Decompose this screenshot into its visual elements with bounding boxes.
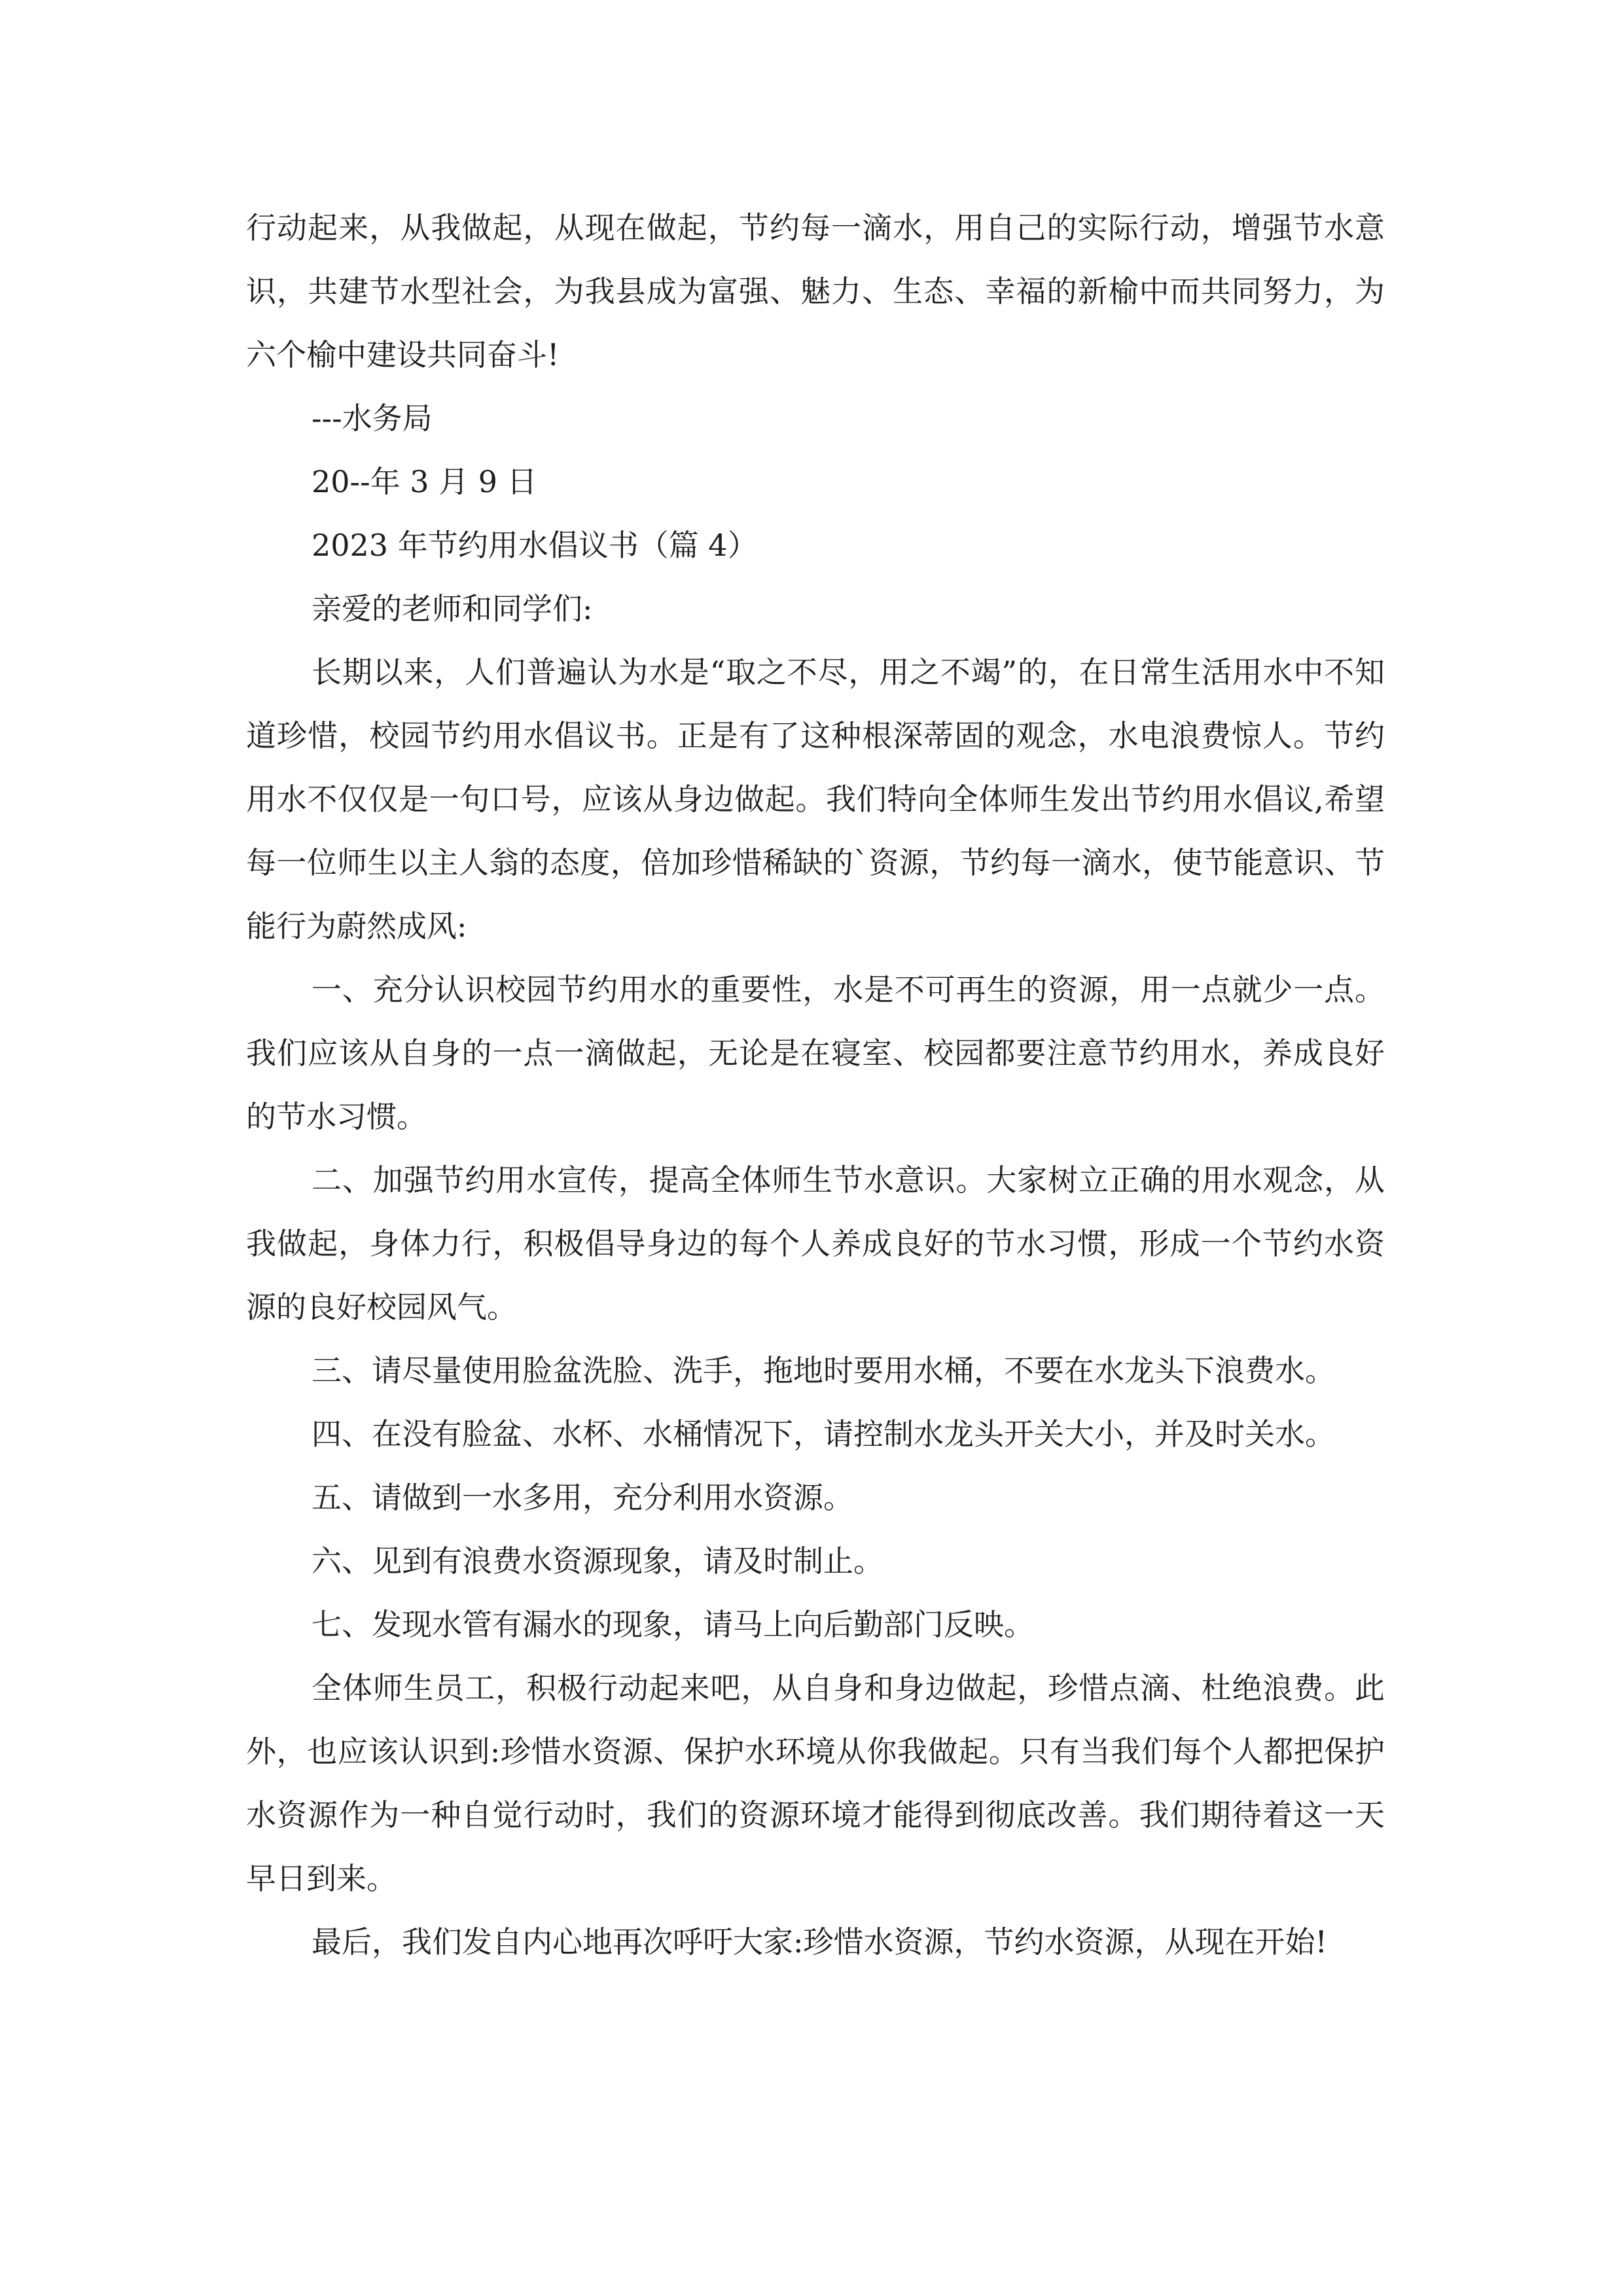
paragraph-final: 最后，我们发自内心地再次呼吁大家:珍惜水资源，节约水资源，从现在开始!: [312, 1924, 1327, 1960]
list-item-4: 四、在没有脸盆、水杯、水桶情况下，请控制水龙头开关大小，并及时关水。: [312, 1416, 1335, 1452]
list-item-6: 六、见到有浪费水资源现象，请及时制止。: [312, 1543, 883, 1579]
paragraph-intro: 长期以来，人们普遍认为水是“取之不尽，用之不竭”的，在日常生活用水中不知道珍惜，校园节约用水倡议书。正是有了这种根深蒂固的观念，水电浪费惊人。节约用水不仅仅是一句口号，应该从身边做起。我们特向全体师生发出节约用水倡议,希望每一位师生以主人翁的态度，倍加珍惜稀缺的`资源，节约每一滴水，使节能意识、节能行为蔚然成风:: [246, 655, 1385, 944]
signature-date: 20--年 3 月 9 日: [312, 464, 537, 499]
salutation: 亲爱的老师和同学们:: [312, 591, 593, 626]
list-item-1: 一、充分认识校园节约用水的重要性，水是不可再生的资源，用一点就少一点。我们应该从自身的一点一滴做起，无论是在寝室、校园都要注意节约用水，养成良好的节水习惯。: [246, 972, 1385, 1134]
document-body: [246, 196, 1385, 1974]
list-item-3: 三、请尽量使用脸盆洗脸、洗手，拖地时要用水桶，不要在水龙头下浪费水。: [312, 1353, 1335, 1388]
list-item-5: 五、请做到一水多用，充分利用水资源。: [312, 1480, 853, 1515]
paragraph-closing-call: 行动起来，从我做起，从现在做起，节约每一滴水，用自己的实际行动，增强节水意识，共建节水型社会，为我县成为富强、魅力、生态、幸福的新榆中而共同努力，为六个榆中建设共同奋斗!: [246, 210, 1385, 372]
section-title: 2023 年节约用水倡议书（篇 4）: [312, 528, 758, 563]
list-item-2: 二、加强节约用水宣传，提高全体师生节水意识。大家树立正确的用水观念，从我做起，身体力行，积极倡导身边的每个人养成良好的节水习惯，形成一个节约水资源的良好校园风气。: [246, 1162, 1385, 1325]
paragraph-appeal: 全体师生员工，积极行动起来吧，从自身和身边做起，珍惜点滴、杜绝浪费。此外，也应该认识到:珍惜水资源、保护水环境从你我做起。只有当我们每个人都把保护水资源作为一种自觉行动时，我们的资源环境才能得到彻底改善。我们期待着这一天早日到来。: [246, 1670, 1385, 1896]
list-item-7: 七、发现水管有漏水的现象，请马上向后勤部门反映。: [312, 1607, 1034, 1642]
signature-water-bureau: ---水务局: [312, 401, 433, 436]
